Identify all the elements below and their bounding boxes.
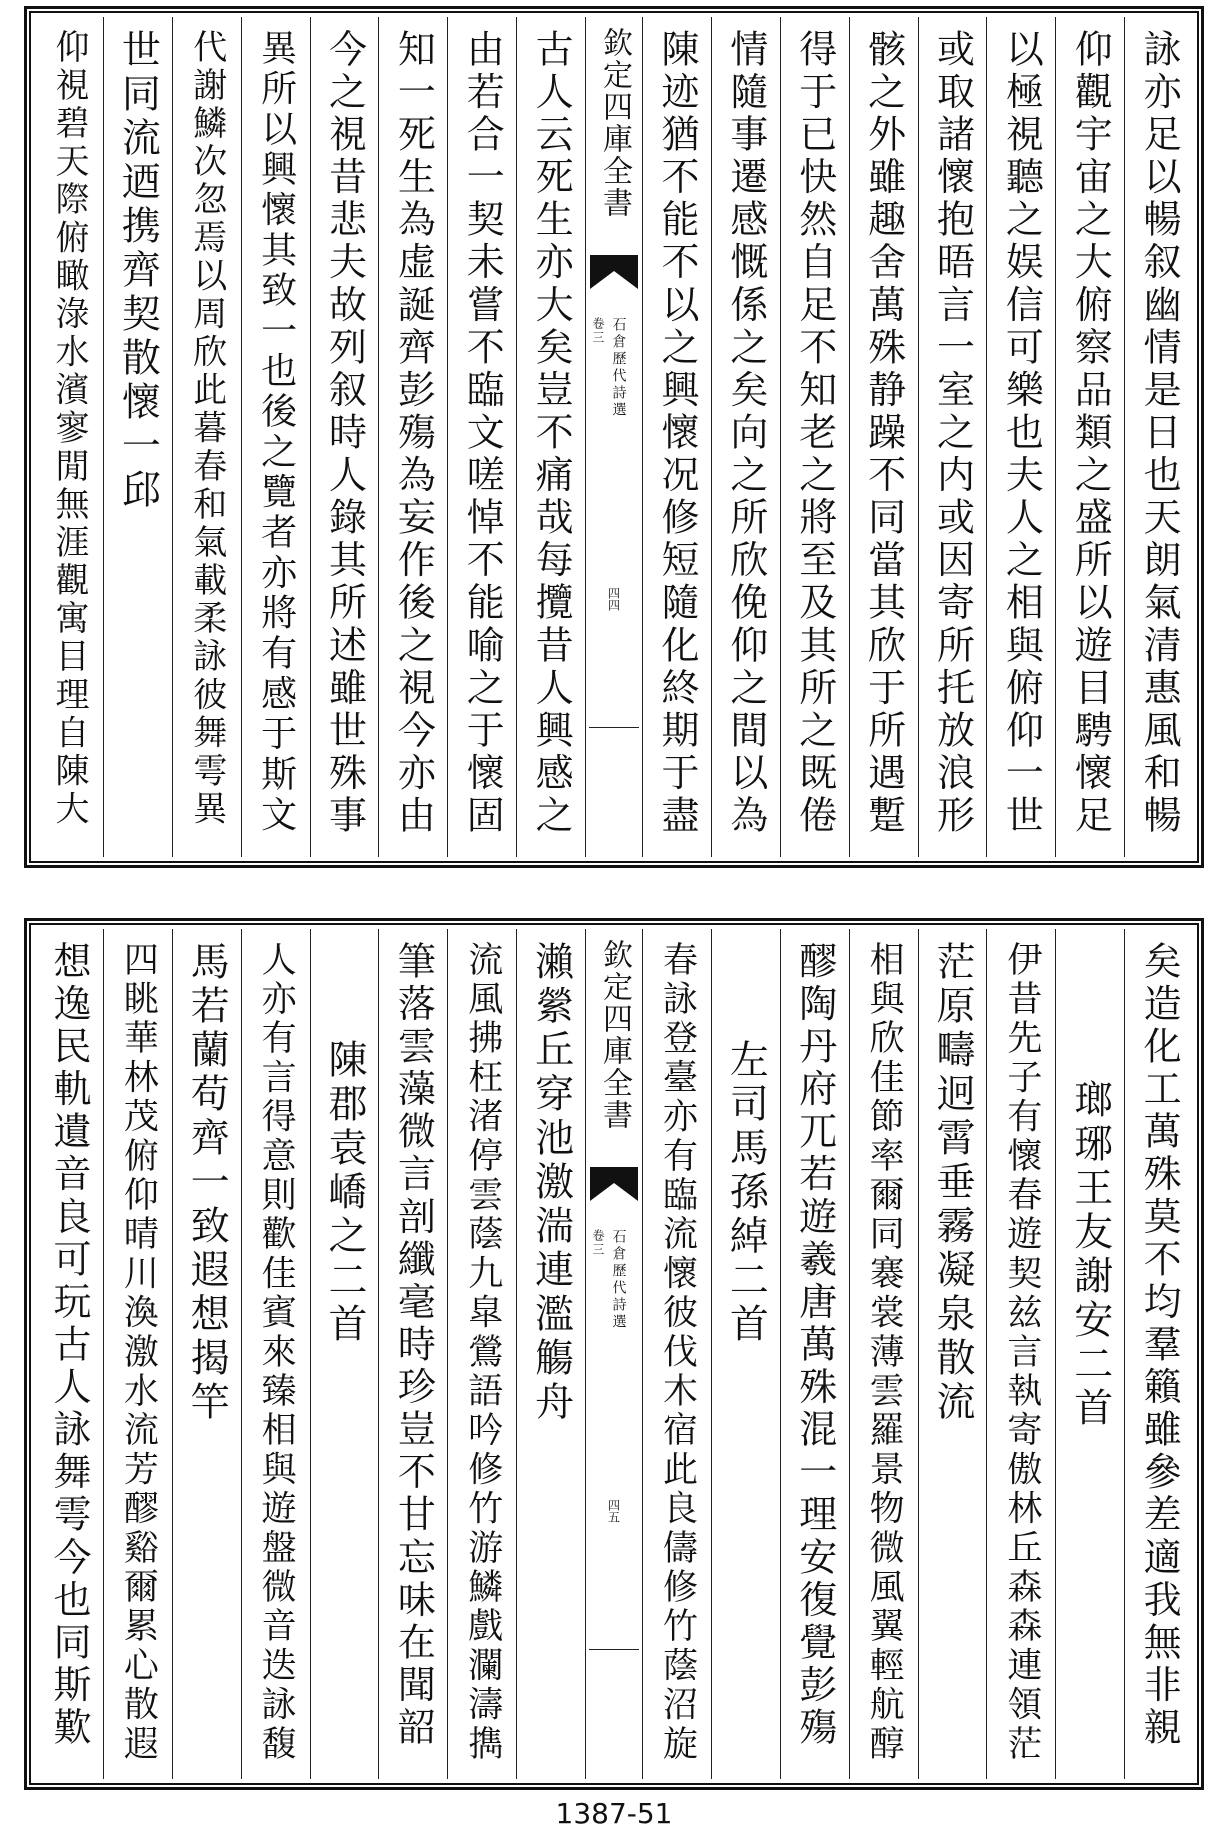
text-column	[241, 929, 310, 1779]
upper-page-frame	[24, 6, 1204, 868]
column-text: 世同流迺携齊契散懷一邱	[115, 29, 161, 513]
juan-number: 卷三	[590, 317, 605, 345]
text-column	[642, 929, 711, 1779]
column-text: 或取諸懷抱晤言一室之内或因寄所托放浪形	[930, 29, 975, 838]
column-text: 古人云死生亦大矣豈不痛哉每攬昔人興感之	[529, 29, 574, 838]
text-column	[1055, 929, 1124, 1779]
poet-heading: 瑯琊王友謝安二首	[1067, 1079, 1113, 1431]
text-column	[310, 929, 379, 1779]
text-column	[1124, 929, 1193, 1779]
column-text: 伊昔先子有懷春遊契兹言執寄傲林丘森森連領茫	[1001, 941, 1042, 1765]
text-column	[986, 17, 1055, 857]
text-column	[1124, 17, 1193, 857]
text-column	[103, 17, 172, 857]
text-column	[447, 929, 516, 1779]
text-column	[447, 17, 516, 857]
column-text: 四眺華林茂俯仰晴川渙激水流芳醪谿爾累心散遐	[118, 941, 159, 1765]
upper-page-columns	[35, 17, 1193, 857]
lower-page-columns	[35, 929, 1193, 1779]
book-title: 石倉歷代詩選	[610, 1229, 627, 1331]
column-text: 瀨縈丘穿池激湍連濫觴舟	[528, 941, 574, 1425]
text-column	[711, 929, 780, 1779]
text-column	[849, 17, 918, 857]
column-text: 今之視昔悲夫故列叙時人錄其所述雖世殊事	[322, 29, 367, 838]
text-column	[986, 929, 1055, 1779]
column-text: 相與欣佳節率爾同褰裳薄雲羅景物微風翼輕航醇	[864, 941, 905, 1765]
text-column	[516, 17, 585, 857]
collection-title: 欽定四庫全書	[597, 939, 632, 1131]
column-text: 醪陶丹府兀若遊羲唐萬殊混一理安復覺彭殤	[792, 941, 837, 1750]
column-text: 仰視碧天際俯瞰淥水濱寥閒無涯觀寓目理自陳大	[48, 29, 89, 829]
poet-heading: 陳郡袁嶠之二首	[321, 1039, 367, 1347]
text-column	[378, 17, 447, 857]
juan-number: 卷三	[590, 1229, 605, 1257]
column-text: 陳迹猶不能不以之興懷况修短隨化終期于盡	[654, 29, 699, 838]
text-column	[172, 17, 241, 857]
fishtail-mark-icon	[590, 1167, 638, 1201]
column-text: 春詠登臺亦有臨流懷彼伐木宿此良儔修竹蔭沼旋	[657, 941, 698, 1765]
text-column	[918, 17, 987, 857]
center-fold-column	[585, 17, 642, 857]
text-column	[378, 929, 447, 1779]
text-column	[780, 17, 849, 857]
column-text: 矣造化工萬殊莫不均羣籟雖參差適我無非親	[1137, 941, 1182, 1750]
column-text: 代謝鱗次忽焉以周欣此暮春和氣載柔詠彼舞雩異	[186, 29, 227, 829]
text-column	[711, 17, 780, 857]
page-number: 1387-51	[555, 1797, 673, 1830]
column-text: 由若合一契未嘗不臨文嗟悼不能喻之于懷固	[460, 29, 505, 838]
column-text: 得于已快然自足不知老之將至及其所之既倦	[792, 29, 837, 838]
column-text: 流風拂枉渚停雲蔭九皐鶯語吟修竹游鱗戲瀾濤擕	[462, 941, 503, 1765]
column-text: 馬若蘭苟齊一致遐想揭竿	[184, 941, 230, 1425]
column-text: 骸之外雖趣舍萬殊静躁不同當其欣于所遇蹔	[861, 29, 906, 838]
text-column	[35, 929, 103, 1779]
fold-rule	[589, 1649, 639, 1650]
column-text: 人亦有言得意則歡佳賓來臻相與遊盤微音迭詠馥	[256, 941, 297, 1765]
text-column	[1055, 17, 1124, 857]
text-column	[310, 17, 379, 857]
fold-rule	[589, 727, 639, 728]
column-text: 茫原疇迥霄垂霧凝泉散流	[929, 941, 975, 1425]
column-text: 異所以興懷其致一也後之覽者亦將有感于斯文	[255, 29, 297, 836]
book-title: 石倉歷代詩選	[610, 317, 627, 419]
column-text: 以極視聽之娱信可樂也夫人之相與俯仰一世	[999, 29, 1044, 838]
text-column	[172, 929, 241, 1779]
fishtail-mark-icon	[590, 255, 638, 289]
poet-heading: 左司馬孫綽二首	[723, 1039, 769, 1347]
text-column	[849, 929, 918, 1779]
collection-title: 欽定四庫全書	[597, 27, 632, 219]
column-text: 知一死生為虚誕齊彭殤為妄作後之視今亦由	[391, 29, 436, 838]
text-column	[780, 929, 849, 1779]
text-column	[241, 17, 310, 857]
column-text: 仰觀宇宙之大俯察品類之盛所以遊目騁懷足	[1068, 29, 1113, 838]
center-fold-column	[585, 929, 642, 1779]
column-text: 詠亦足以暢叙幽情是日也天朗氣清惠風和暢	[1137, 29, 1182, 838]
text-column	[516, 929, 585, 1779]
column-text: 情隨事遷感慨係之矣向之所欣俛仰之間以為	[723, 29, 768, 838]
column-text: 筆落雲藻微言剖纖毫時珍豈不甘忘味在聞韶	[391, 941, 436, 1750]
leaf-number: 四五	[606, 1499, 621, 1523]
text-column	[103, 929, 172, 1779]
column-text: 想逸民軌遺音良可玩古人詠舞雩今也同斯歎	[46, 941, 91, 1750]
text-column	[918, 929, 987, 1779]
leaf-number: 四四	[606, 587, 621, 611]
text-column	[35, 17, 103, 857]
text-column	[642, 17, 711, 857]
lower-page-frame	[24, 918, 1204, 1790]
